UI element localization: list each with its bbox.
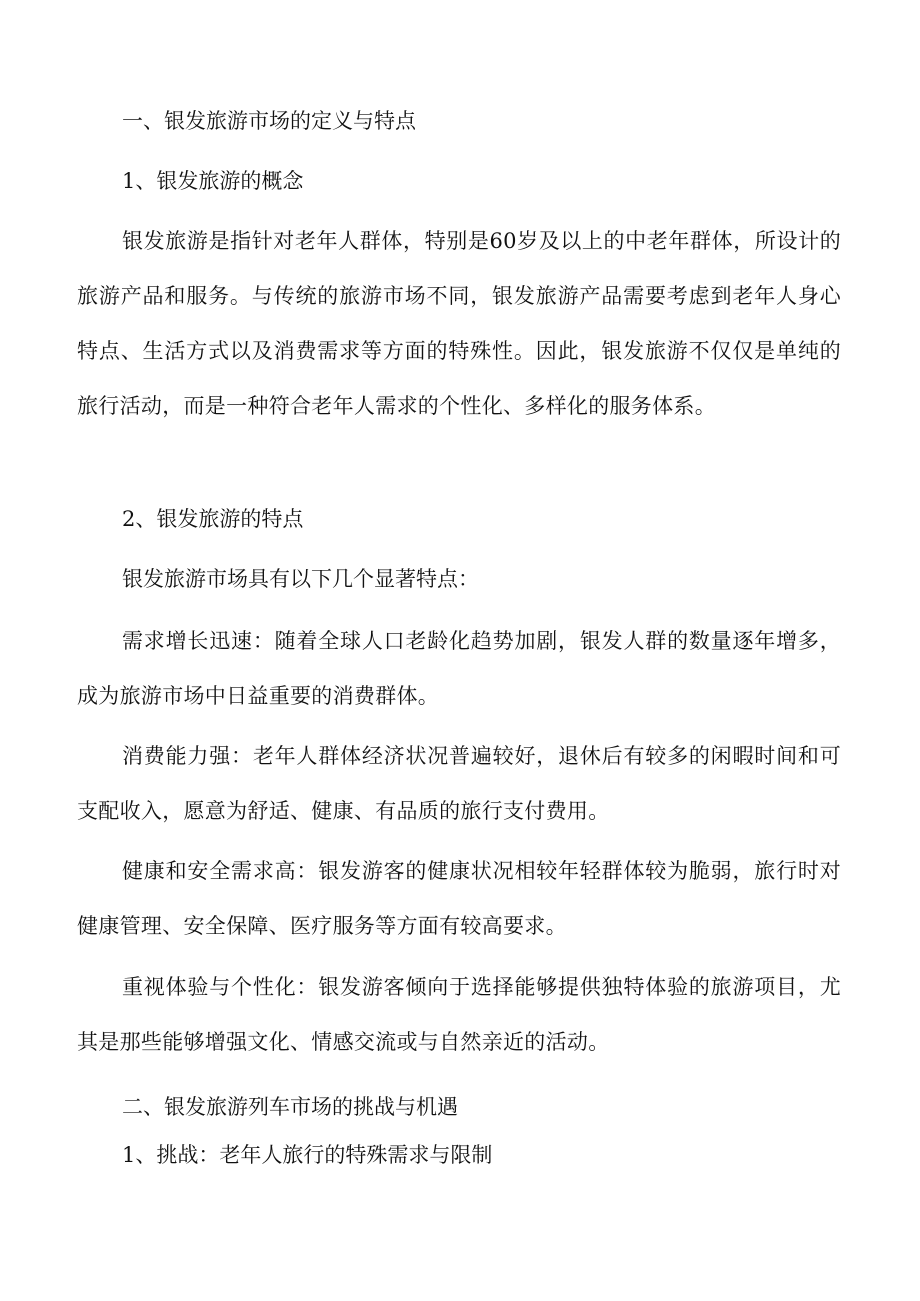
section-heading-2: 二、银发旅游列车市场的挑战与机遇: [122, 1095, 458, 1119]
section-heading-1: 一、银发旅游市场的定义与特点: [122, 109, 416, 133]
paragraph-concept: 银发旅游是指针对老年人群体，特别是60岁及以上的中老年群体，所设计的旅游产品和服务。与传统的旅游市场不同，银发旅游产品需要考虑到老年人身心特点、生活方式以及消费需求等方面的特殊性。因此，银发旅游不仅仅是单纯的旅行活动，而是一种符合老年人需求的个性化、多样化的服务体系。: [77, 229, 841, 418]
paragraph-experience: 重视体验与个性化：银发游客倾向于选择能够提供独特体验的旅游项目，尤其是那些能够增强文化、情感交流或与自然亲近的活动。: [77, 975, 841, 1054]
subsection-heading-features: 2、银发旅游的特点: [122, 507, 304, 531]
paragraph-health-safety: 健康和安全需求高：银发游客的健康状况相较年轻群体较为脆弱，旅行时对健康管理、安全保障、医疗服务等方面有较高要求。: [77, 859, 841, 938]
subsection-heading-challenges: 1、挑战：老年人旅行的特殊需求与限制: [122, 1143, 493, 1167]
paragraph-spending-power: 消费能力强：老年人群体经济状况普遍较好，退休后有较多的闲暇时间和可支配收入，愿意为舒适、健康、有品质的旅行支付费用。: [77, 744, 841, 823]
paragraph-demand-growth: 需求增长迅速：随着全球人口老龄化趋势加剧，银发人群的数量逐年增多，成为旅游市场中日益重要的消费群体。: [77, 629, 841, 708]
subsection-heading-concept: 1、银发旅游的概念: [122, 169, 304, 193]
paragraph-features-intro: 银发旅游市场具有以下几个显著特点：: [122, 567, 479, 591]
